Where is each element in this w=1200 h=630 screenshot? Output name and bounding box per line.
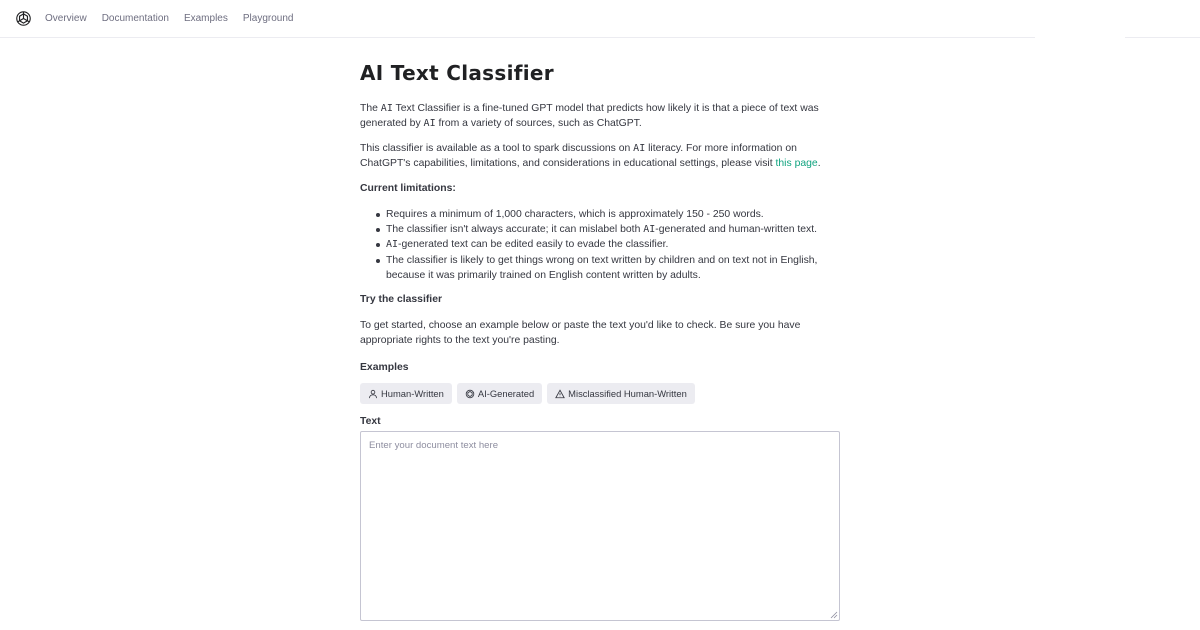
nav-link-overview[interactable]: Overview bbox=[45, 13, 87, 24]
person-icon bbox=[368, 389, 378, 399]
this-page-link[interactable]: this page bbox=[775, 158, 818, 169]
example-ai-generated-button[interactable] bbox=[457, 383, 542, 404]
nav-links bbox=[45, 0, 308, 37]
examples-label: Examples bbox=[360, 362, 409, 373]
document-text-input[interactable] bbox=[360, 431, 840, 621]
chip-label: AI-Generated bbox=[477, 388, 535, 399]
list-item: The classifier isn't always accurate; it can mislabel both AI-generated and human-written text. bbox=[386, 222, 840, 237]
chip-label: Misclassified Human-Written bbox=[568, 388, 687, 399]
page-title: AI Text Classifier bbox=[360, 61, 554, 85]
nav-divider-gap bbox=[1035, 0, 1125, 39]
availability-paragraph: This classifier is available as a tool to spark discussions on AI literacy. For more information on ChatGPT's capabilities, limitations, and considerations in educational settings, please visit this page. bbox=[360, 143, 821, 169]
nav-link-examples[interactable]: Examples bbox=[183, 13, 228, 24]
resize-handle-icon[interactable] bbox=[830, 611, 838, 619]
list-item: Requires a minimum of 1,000 characters, which is approximately 150 - 250 words. bbox=[386, 207, 840, 222]
example-human-written-button[interactable] bbox=[360, 383, 452, 404]
nav-link-documentation[interactable]: Documentation bbox=[101, 13, 169, 24]
instructions-paragraph: To get started, choose an example below or paste the text you'd like to check. Be sure you have appropriate rights to the text you're pasting. bbox=[360, 320, 801, 346]
examples-chips bbox=[360, 383, 700, 404]
example-misclassified-button[interactable] bbox=[547, 383, 695, 404]
limitations-list bbox=[386, 207, 840, 283]
chip-label: Human-Written bbox=[381, 388, 444, 399]
list-item: The classifier is likely to get things wrong on text written by children and on text not in English, because it was primarily trained on English content written by adults. bbox=[386, 253, 840, 283]
try-heading: Try the classifier bbox=[360, 294, 443, 305]
text-label: Text bbox=[360, 416, 381, 427]
limitations-heading: Current limitations: bbox=[360, 183, 456, 194]
openai-logo-icon bbox=[465, 389, 475, 399]
top-nav bbox=[0, 0, 1200, 38]
openai-logo-icon[interactable] bbox=[15, 10, 32, 27]
list-item: AI-generated text can be edited easily to evade the classifier. bbox=[386, 237, 840, 252]
intro-paragraph: The AI Text Classifier is a fine-tuned GPT model that predicts how likely it is that a piece of text was generated by AI from a variety of sources, such as ChatGPT. bbox=[360, 103, 819, 129]
nav-link-playground[interactable]: Playground bbox=[242, 13, 294, 24]
warning-icon bbox=[555, 389, 565, 399]
